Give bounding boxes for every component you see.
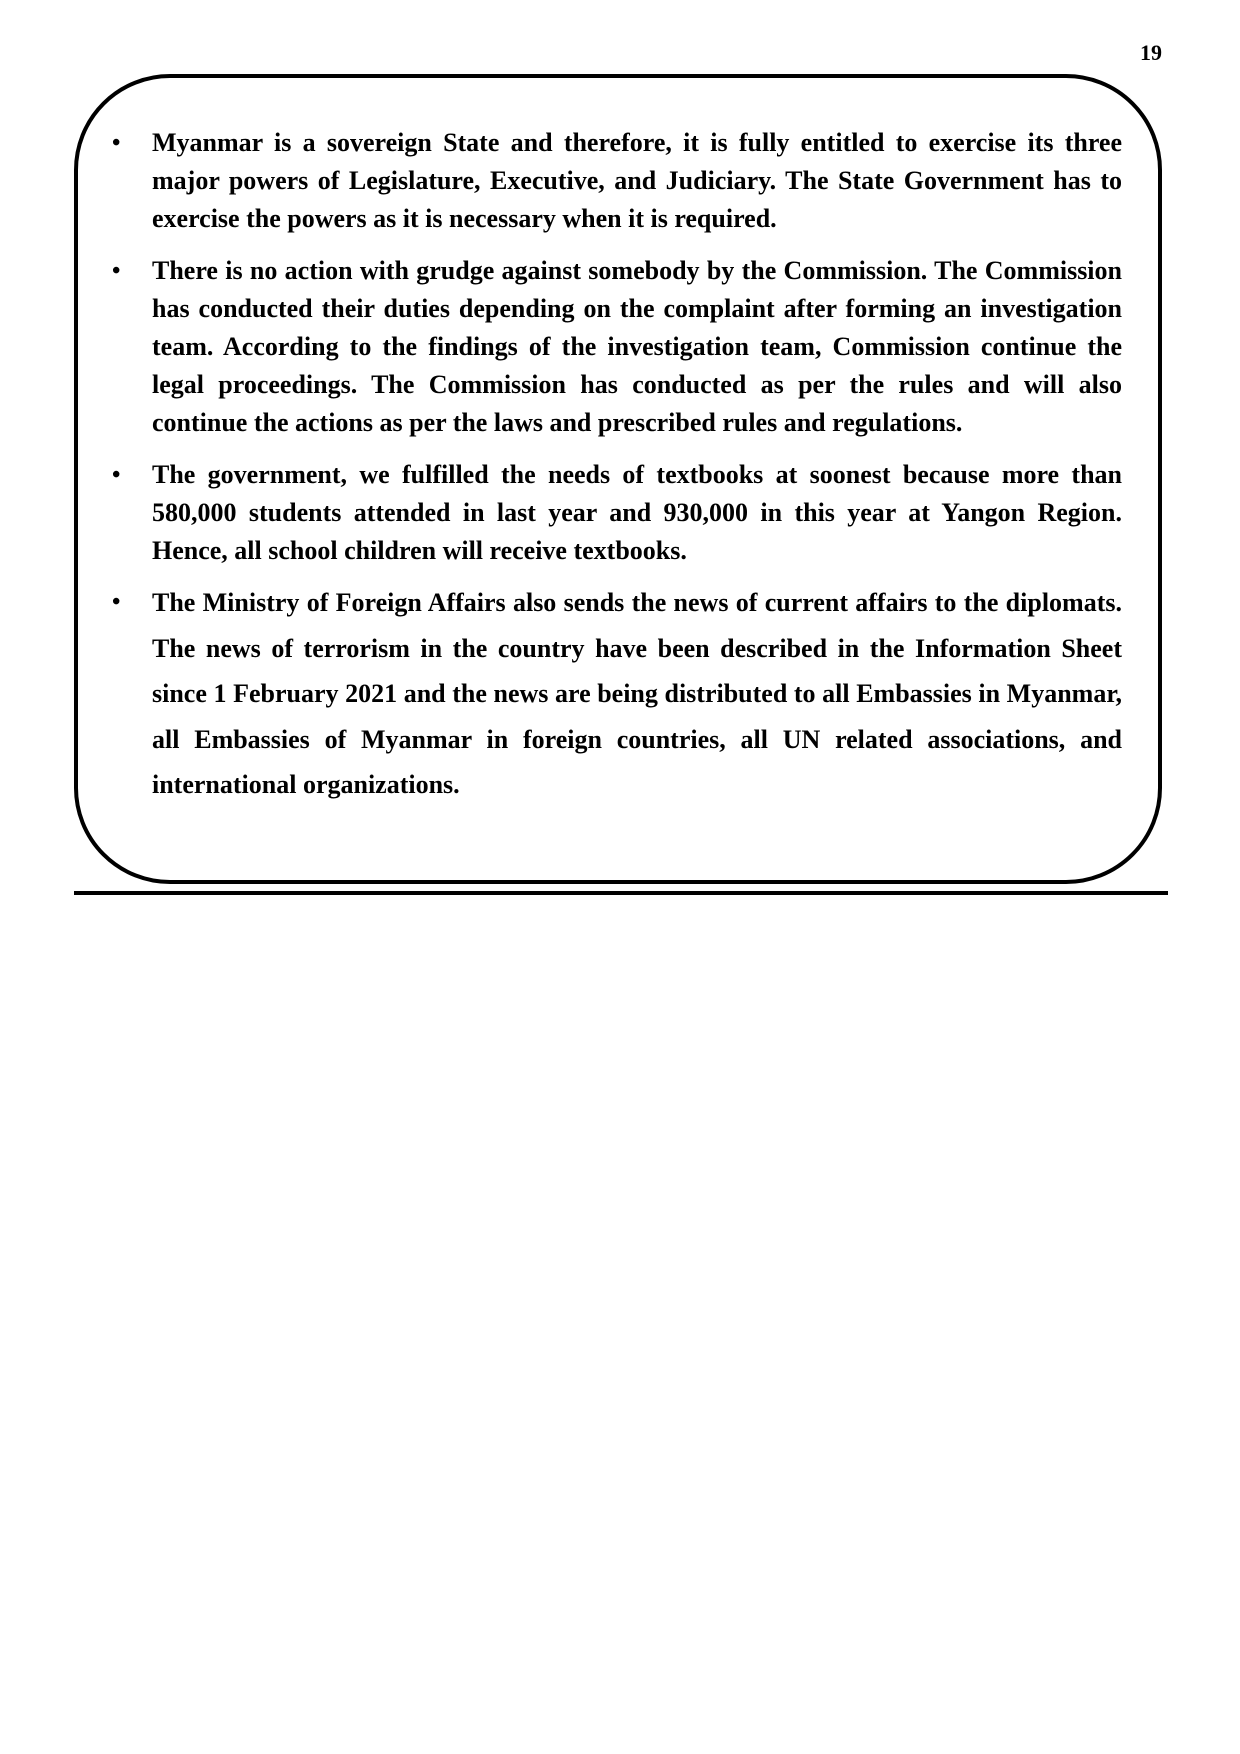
list-item-text: The Ministry of Foreign Affairs also sends the news of current affairs to the diplomats. The news of terrorism in the country have been described in the Information Sheet since 1 February 2021 and the news are being distributed to all Embassies in Myanmar, all Embassies of Myanmar in foreign countries, all UN related associations, and international organizations. (152, 588, 1122, 799)
horizontal-rule (74, 891, 1168, 895)
bullet-icon: • (112, 258, 121, 284)
list-item (112, 124, 1122, 238)
bullet-icon: • (112, 130, 121, 156)
list-item (112, 580, 1122, 808)
list-item (112, 252, 1122, 442)
bullet-icon: • (112, 589, 121, 615)
list-item-text: There is no action with grudge against somebody by the Commission. The Commission has conducted their duties depending on the complaint after forming an investigation team. According to the findings of the investigation team, Commission continue the legal proceedings. The Commission has conducted as per the rules and will also continue the actions as per the laws and prescribed rules and regulations. (152, 256, 1122, 437)
list-item (112, 456, 1122, 570)
bullet-list (112, 124, 1122, 822)
page-number: 19 (1140, 40, 1162, 65)
list-item-text: The government, we fulfilled the needs of textbooks at soonest because more than 580,000 students attended in last year and 930,000 in this year at Yangon Region. Hence, all school children will receive textbooks. (152, 460, 1122, 565)
list-item-text: Myanmar is a sovereign State and therefore, it is fully entitled to exercise its three major powers of Legislature, Executive, and Judiciary. The State Government has to exercise the powers as it is necessary when it is required. (152, 128, 1122, 233)
bullet-icon: • (112, 462, 121, 488)
